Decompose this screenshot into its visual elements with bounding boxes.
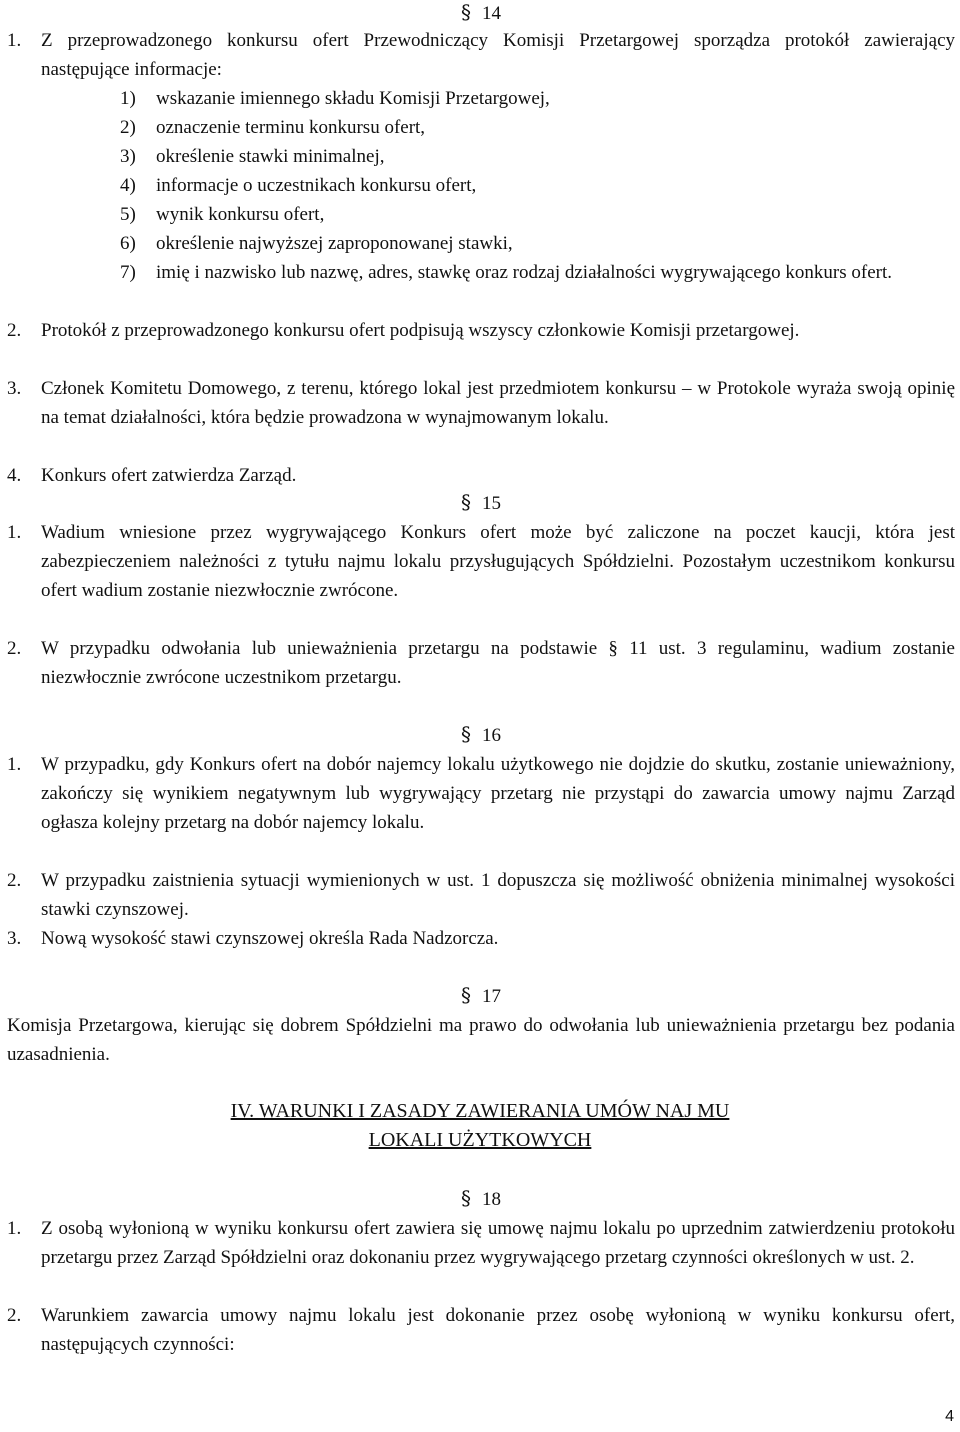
item-number: 3) (120, 146, 136, 167)
item-text: wynik konkursu ofert, (156, 204, 325, 225)
item-text: wskazanie imiennego składu Komisji Przetargowej, (156, 88, 550, 109)
section-number: 17 (482, 986, 501, 1007)
section-sign: § (461, 490, 471, 514)
item-text: określenie najwyższej zaproponowanej stawki, (156, 233, 513, 254)
section-heading-15 (460, 490, 501, 516)
list-item (7, 924, 955, 953)
item-text: oznaczenie terminu konkursu ofert, (156, 117, 426, 138)
chapter-title: IV. WARUNKI I ZASADY ZAWIERANIA UMÓW NAJ MU (230, 1100, 730, 1122)
section-sign: § (461, 1186, 471, 1210)
list-item (7, 518, 955, 605)
section-heading-17 (460, 983, 501, 1009)
chapter-heading-line-2 (0, 1126, 960, 1155)
sub-list-item (120, 258, 955, 287)
item-text: W przypadku, gdy Konkurs ofert na dobór najemcy lokalu użytkowego nie dojdzie do skutku, zostanie unieważniony, zakończy się wynikiem negatywnym lub wygrywający przetarg nie przystąpi do zawarcia umowy najmu Zarząd ogłasza kolejny przetarg na dobór najemcy lokalu. (41, 754, 955, 833)
item-text: imię i nazwisko lub nazwę, adres, stawkę oraz rodzaj działalności wygrywającego konkurs ofert. (156, 262, 892, 283)
item-number: 2) (120, 117, 136, 138)
sub-list-item (120, 142, 955, 171)
item-number: 4. (7, 465, 22, 486)
item-number: 2. (7, 1305, 22, 1326)
list-item (7, 461, 955, 490)
sub-list-item (120, 171, 955, 200)
item-text: Nową wysokość stawi czynszowej określa Rada Nadzorcza. (41, 928, 499, 949)
item-text: Z przeprowadzonego konkursu ofert Przewodniczący Komisji Przetargowej sporządza protokół zawierający następujące informacje: (41, 30, 955, 80)
chapter-heading-line-1 (0, 1097, 960, 1126)
section-heading-18 (460, 1186, 501, 1212)
item-text: Członek Komitetu Domowego, z terenu, którego lokal jest przedmiotem konkursu – w Protokole wyraża swoją opinię na temat działalności, która będzie prowadzona w wynajmowanym lokalu. (41, 378, 955, 428)
item-number: 7) (120, 262, 136, 283)
list-item (7, 374, 955, 432)
list-item (7, 1301, 955, 1359)
section-number: 18 (482, 1189, 501, 1210)
paragraph: Komisja Przetargowa, kierując się dobrem Spółdzielni ma prawo do odwołania lub unieważnienia przetargu bez podania uzasadnienia. (7, 1015, 955, 1065)
list-item (7, 316, 955, 345)
item-number: 2. (7, 638, 22, 659)
list-item (7, 26, 955, 84)
item-number: 6) (120, 233, 136, 254)
item-number: 5) (120, 204, 136, 225)
item-text: W przypadku zaistnienia sytuacji wymienionych w ust. 1 dopuszcza się możliwość obniżenia minimalnej wysokości stawki czynszowej. (41, 870, 955, 920)
sub-list-item (120, 229, 955, 258)
item-text: Konkurs ofert zatwierdza Zarząd. (41, 465, 297, 486)
sub-list-item (120, 200, 955, 229)
item-number: 1. (7, 522, 22, 543)
list-item (7, 634, 955, 692)
section-heading-16 (460, 722, 501, 748)
chapter-subtitle: LOKALI UŻYTKOWYCH (368, 1129, 592, 1151)
section-number: 15 (482, 493, 501, 514)
page-number: 4 (945, 1408, 954, 1425)
section-number: 14 (482, 3, 501, 24)
item-number: 1) (120, 88, 136, 109)
list-item (7, 750, 955, 837)
item-number: 4) (120, 175, 136, 196)
section-heading-14 (460, 0, 501, 26)
sub-list-item (120, 84, 955, 113)
item-text: Wadium wniesione przez wygrywającego Konkurs ofert może być zaliczone na poczet kaucji, która jest zabezpieczeniem należności z tytułu najmu lokalu przysługujących Spółdzielni. Pozostałym uczestnikom konkursu ofert wadium zostanie niezwłocznie zwrócone. (41, 522, 955, 601)
item-number: 2. (7, 320, 22, 341)
item-text: informacje o uczestnikach konkursu ofert, (156, 175, 477, 196)
item-number: 1. (7, 754, 22, 775)
item-text: W przypadku odwołania lub unieważnienia przetargu na podstawie § 11 ust. 3 regulaminu, wadium zostanie niezwłocznie zwrócone uczestnikom przetargu. (41, 638, 955, 688)
item-text: Z osobą wyłonioną w wyniku konkursu ofert zawiera się umowę najmu lokalu po uprzednim zatwierdzeniu protokołu przetargu przez Zarząd Spółdzielni oraz dokonaniu przez wygrywającego przetarg czynności określonych w ust. 2. (41, 1218, 955, 1268)
item-text: Warunkiem zawarcia umowy najmu lokalu jest dokonanie przez osobę wyłonioną w wyniku konkursu ofert, następujących czynności: (41, 1305, 955, 1355)
section-sign: § (461, 722, 471, 746)
section-number: 16 (482, 725, 501, 746)
item-text: Protokół z przeprowadzonego konkursu ofert podpisują wszyscy członkowie Komisji przetargowej. (41, 320, 800, 341)
item-number: 2. (7, 870, 22, 891)
section-sign: § (461, 983, 471, 1007)
item-number: 1. (7, 1218, 22, 1239)
list-item (7, 866, 955, 924)
section-sign: § (461, 0, 471, 24)
item-number: 3. (7, 378, 22, 399)
list-item (7, 1214, 955, 1272)
sub-list-item (120, 113, 955, 142)
item-number: 1. (7, 30, 22, 51)
item-number: 3. (7, 928, 22, 949)
item-text: określenie stawki minimalnej, (156, 146, 385, 167)
